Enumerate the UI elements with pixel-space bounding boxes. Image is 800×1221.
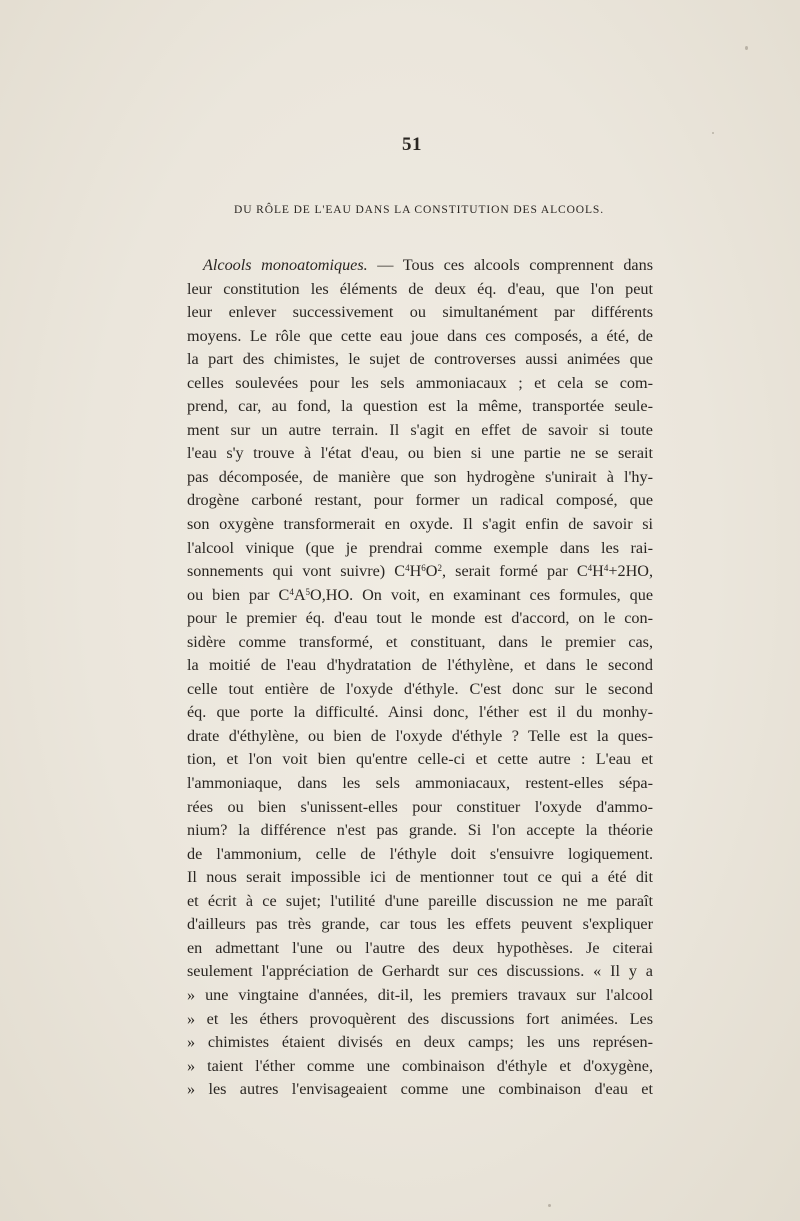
text-line: » les autres l'envisageaient comme une combinaison d'eau et [187,1080,653,1099]
text-run: H [592,562,604,581]
formula-superscript: 6 [421,563,426,574]
text-line: » taient l'éther comme une combinaison d'éthyle et d'oxygène, [187,1056,653,1075]
text-run: ou bien par C [187,585,290,604]
body-text [187,254,653,1102]
text-line: prend, car, au fond, la question est la même, transportée seule- [187,397,653,416]
text-line: la part des chimistes, le sujet de controverses aussi animées que [187,350,653,369]
text-line: en admettant l'une ou l'autre des deux hypothèses. Je citerai [187,938,653,957]
text-line: » chimistes étaient divisés en deux camps; les uns représen- [187,1033,653,1052]
text-line: » et les éthers provoquèrent des discussions fort animées. Les [187,1009,653,1028]
text-line: et écrit à ce sujet; l'utilité d'une pareille discussion ne me paraît [187,891,653,910]
text-run: H [409,562,422,581]
text-line: leur constitution les éléments de deux éq. d'eau, que l'on peut [187,279,653,298]
text-line: pour le premier éq. d'eau tout le monde est d'accord, on le con- [187,609,653,628]
text-line: pas décomposée, de manière que son hydrogène s'unirait à l'hy- [187,467,653,486]
text-line: nium? la différence n'est pas grande. Si l'on accepte la théorie [187,821,653,840]
text-line: l'eau s'y trouve à l'état d'eau, ou bien si une partie ne se serait [187,444,653,463]
text-line: tion, et l'on voit bien qu'entre celle-ci et cette autre : L'eau et [187,750,653,769]
formula-superscript: 4 [289,586,294,597]
text-line: drogène carboné restant, pour former un radical composé, que [187,491,653,510]
formula-superscript: 4 [405,563,410,574]
section-title: DU RÔLE DE L'EAU DANS LA CONSTITUTION DES ALCOOLS. [233,204,605,216]
paragraph-heading: Alcools monoatomiques. [203,256,368,274]
text-run: O [425,562,438,581]
text-line: seulement l'appréciation de Gerhardt sur ces discussions. « Il y a [187,962,653,981]
text-line [187,254,653,278]
text-line: celles soulevées pour les sels ammoniacaux ; et cela se com- [187,373,653,392]
text-run: — Tous ces alcools comprennent dans [367,256,653,274]
formula-line [187,560,653,584]
page-number: 51 [402,134,422,155]
text-line: » une vingtaine d'années, dit-il, les premiers travaux sur l'alcool [187,985,653,1004]
text-line: Il nous serait impossible ici de mentionner tout ce qui a été dit [187,868,653,887]
text-line: ment sur un autre terrain. Il s'agit en effet de savoir si toute [187,420,653,439]
text-run: O,HO. On voit, en examinant ces formules, que [310,585,653,604]
text-line: son oxygène transformerait en oxyde. Il s'agit enfin de savoir si [187,515,653,534]
formula-superscript: 5 [305,586,311,597]
paper-speck [548,1204,551,1207]
text-run: , serait formé par C [441,562,588,581]
text-line: l'ammoniaque, dans les sels ammoniacaux, restent-elles sépa- [187,774,653,793]
text-line: l'alcool vinique (que je prendrai comme exemple dans les rai- [187,538,653,557]
text-line: drate d'éthylène, ou bien de l'oxyde d'éthyle ? Telle est la ques- [187,726,653,745]
text-run: sonnements qui vont suivre) C [187,562,406,581]
text-line: d'ailleurs pas très grande, car tous les effets peuvent s'expliquer [187,915,653,934]
formula-line [187,584,653,608]
text-line: moyens. Le rôle que cette eau joue dans ces composés, a été, de [187,326,653,345]
paper-speck [712,132,714,134]
paper-speck [745,46,748,50]
formula-superscript: 2 [437,563,442,574]
text-run: A [293,585,306,604]
text-line: la moitié de l'eau d'hydratation de l'éthylène, et dans le second [187,656,653,675]
formula-superscript: 4 [603,563,609,574]
text-line: sidère comme transformé, et constituant, dans le premier cas, [187,632,653,651]
formula-superscript: 4 [587,563,593,574]
text-line: de l'ammonium, celle de l'éthyle doit s'ensuivre logiquement. [187,844,653,863]
text-line: éq. que porte la difficulté. Ainsi donc, l'éther est il du monhy- [187,703,653,722]
text-line: leur enlever successivement ou simultanément par différents [187,303,653,322]
text-line: rées ou bien s'unissent-elles pour constituer l'oxyde d'ammo- [187,797,653,816]
text-run: +2HO, [608,562,653,581]
text-line: celle tout entière de l'oxyde d'éthyle. C'est donc sur le second [187,679,653,698]
